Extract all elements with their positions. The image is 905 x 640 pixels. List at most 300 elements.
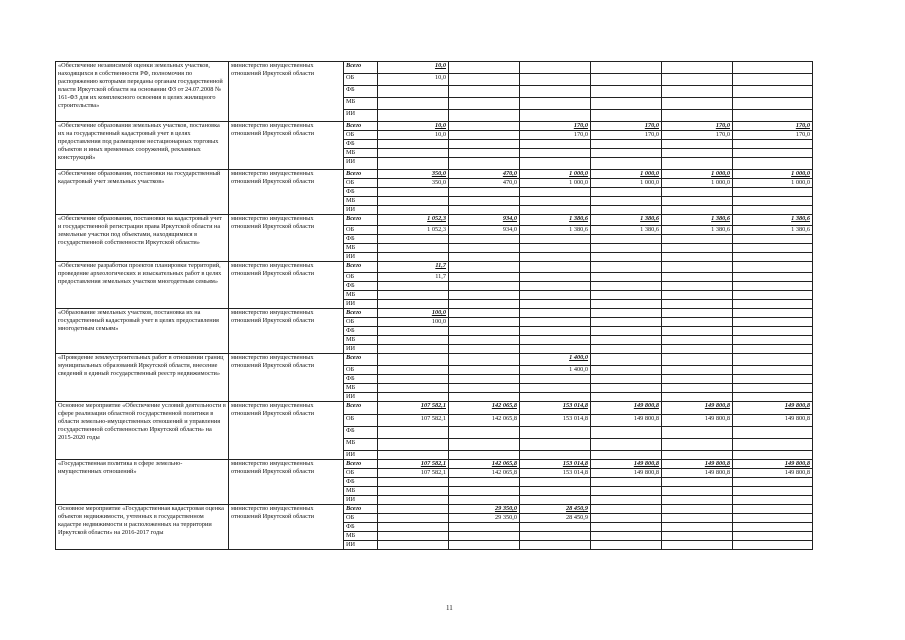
amount-cell (662, 439, 733, 451)
amount-cell (591, 345, 662, 354)
amount-cell (449, 197, 520, 206)
amount-cell (520, 62, 591, 74)
amount-cell (591, 74, 662, 86)
amount-cell (520, 110, 591, 122)
amount-cell: 149 800,8 (662, 402, 733, 415)
amount-cell (449, 244, 520, 253)
amount-cell (662, 366, 733, 375)
amount-cell (378, 354, 449, 366)
amount-cell (378, 291, 449, 300)
amount-cell (378, 384, 449, 393)
funding-source-cell: МБ (344, 439, 378, 451)
amount-cell (520, 384, 591, 393)
amount-cell (662, 505, 733, 514)
amount-cell (733, 354, 813, 366)
table-row (56, 505, 813, 514)
amount-cell (378, 206, 449, 215)
amount-cell: 170,0 (733, 131, 813, 140)
amount-cell (520, 309, 591, 318)
amount-cell: 470,0 (449, 179, 520, 188)
amount-cell (591, 98, 662, 110)
program-activity-cell: «Обеспечение разработки проектов планировки территорий, проведение археологических и изыскательных работ в целях предоставления земельных участков многодетным семьям» (56, 262, 229, 309)
amount-cell (662, 62, 733, 74)
amount-cell: 142 065,8 (449, 402, 520, 415)
funding-source-cell: ОБ (344, 179, 378, 188)
amount-cell (591, 505, 662, 514)
amount-cell: 142 065,8 (449, 460, 520, 469)
amount-cell: 10,0 (378, 122, 449, 131)
amount-cell (449, 131, 520, 140)
amount-cell (378, 478, 449, 487)
executor-cell: министерство имущественных отношений Иркутской области (229, 505, 344, 550)
amount-cell: 153 014,8 (520, 415, 591, 427)
amount-cell (662, 273, 733, 282)
program-activity-cell: «Обеспечение образования земельных участков, постановка их на государственный кадастровый учет в целях предоставления под размещение нестационарных торговых объектов и иных временных сооружений, рекламных конструкций» (56, 122, 229, 170)
amount-cell (591, 158, 662, 170)
funding-source-cell: Всего (344, 460, 378, 469)
amount-cell (591, 523, 662, 532)
amount-cell (378, 336, 449, 345)
table-row (56, 402, 813, 415)
amount-cell (449, 439, 520, 451)
amount-cell (449, 309, 520, 318)
amount-cell: 29 350,0 (449, 514, 520, 523)
amount-cell (378, 197, 449, 206)
amount-cell (733, 375, 813, 384)
amount-cell: 142 065,8 (449, 469, 520, 478)
amount-cell (378, 300, 449, 309)
amount-cell (733, 300, 813, 309)
amount-cell (520, 375, 591, 384)
amount-cell (662, 262, 733, 273)
amount-cell (378, 505, 449, 514)
amount-cell (520, 140, 591, 149)
amount-cell: 170,0 (520, 131, 591, 140)
amount-cell (449, 188, 520, 197)
amount-cell (378, 149, 449, 158)
amount-cell (662, 354, 733, 366)
amount-cell (520, 262, 591, 273)
amount-cell (591, 86, 662, 98)
amount-cell (733, 541, 813, 550)
funding-source-cell: МБ (344, 336, 378, 345)
amount-cell (378, 140, 449, 149)
funding-source-cell: ФБ (344, 282, 378, 291)
amount-cell (378, 451, 449, 460)
amount-cell (520, 291, 591, 300)
amount-cell: 149 800,8 (591, 415, 662, 427)
amount-cell: 153 014,8 (520, 460, 591, 469)
funding-source-cell: МБ (344, 98, 378, 110)
amount-cell (733, 197, 813, 206)
executor-cell: министерство имущественных отношений Иркутской области (229, 170, 344, 215)
amount-cell (449, 74, 520, 86)
amount-cell (449, 375, 520, 384)
funding-source-cell: ИИ (344, 393, 378, 402)
amount-cell (733, 478, 813, 487)
amount-cell (662, 541, 733, 550)
amount-cell (520, 149, 591, 158)
table-row (56, 62, 813, 74)
amount-cell (449, 98, 520, 110)
amount-cell (591, 451, 662, 460)
amount-cell (662, 532, 733, 541)
amount-cell (733, 309, 813, 318)
amount-cell (449, 523, 520, 532)
amount-cell (662, 74, 733, 86)
amount-cell (733, 235, 813, 244)
amount-cell (378, 282, 449, 291)
funding-source-cell: Всего (344, 262, 378, 273)
amount-cell (449, 291, 520, 300)
funding-source-cell: ИИ (344, 110, 378, 122)
amount-cell (449, 393, 520, 402)
amount-cell (733, 262, 813, 273)
program-activity-cell: «Обеспечение независимой оценки земельных участков, находящихся в собственности РФ, полномочия по распоряжению которыми переданы органам государственной власти Иркутской области на основании ФЗ от 24.07.2008 № 161-ФЗ для их комплексного освоения в целях жилищного строительства» (56, 62, 229, 122)
amount-cell (520, 273, 591, 282)
amount-cell (449, 478, 520, 487)
amount-cell (520, 197, 591, 206)
amount-cell (733, 496, 813, 505)
amount-cell (733, 336, 813, 345)
amount-cell (662, 197, 733, 206)
amount-cell (378, 427, 449, 439)
table-row (56, 215, 813, 226)
table-row (56, 262, 813, 273)
amount-cell: 170,0 (733, 122, 813, 131)
amount-cell (449, 496, 520, 505)
amount-cell: 170,0 (520, 122, 591, 131)
funding-source-cell: ФБ (344, 327, 378, 336)
amount-cell (733, 206, 813, 215)
funding-source-cell: МБ (344, 487, 378, 496)
funding-source-cell: ФБ (344, 427, 378, 439)
amount-cell (662, 375, 733, 384)
amount-cell (662, 188, 733, 197)
funding-source-cell: ОБ (344, 415, 378, 427)
amount-cell (591, 235, 662, 244)
program-activity-cell: «Обеспечение образования, постановки на кадастровый учет и государственной регистрации права Иркутской области на земельные участки под объектами, находящимися в государственной собственности Иркутской области» (56, 215, 229, 262)
amount-cell: 149 800,8 (662, 469, 733, 478)
amount-cell (733, 487, 813, 496)
amount-cell (449, 273, 520, 282)
amount-cell (520, 336, 591, 345)
amount-cell (378, 327, 449, 336)
amount-cell: 1 000,0 (662, 170, 733, 179)
amount-cell: 1 380,6 (662, 226, 733, 235)
funding-source-cell: Всего (344, 354, 378, 366)
amount-cell (520, 393, 591, 402)
amount-cell (733, 345, 813, 354)
funding-source-cell: Всего (344, 215, 378, 226)
table-row (56, 460, 813, 469)
amount-cell (662, 98, 733, 110)
amount-cell (378, 375, 449, 384)
funding-source-cell: ОБ (344, 226, 378, 235)
amount-cell (591, 309, 662, 318)
amount-cell: 28 450,9 (520, 505, 591, 514)
amount-cell (591, 478, 662, 487)
amount-cell: 107 582,1 (378, 460, 449, 469)
executor-cell: министерство имущественных отношений Иркутской области (229, 262, 344, 309)
amount-cell (662, 309, 733, 318)
amount-cell (449, 384, 520, 393)
funding-source-cell: МБ (344, 384, 378, 393)
funding-source-cell: ИИ (344, 158, 378, 170)
amount-cell: 100,0 (378, 318, 449, 327)
funding-source-cell: ОБ (344, 273, 378, 282)
amount-cell: 10,0 (378, 74, 449, 86)
amount-cell (520, 345, 591, 354)
amount-cell (378, 496, 449, 505)
amount-cell (449, 206, 520, 215)
amount-cell (449, 345, 520, 354)
table-row (56, 170, 813, 179)
amount-cell: 1 000,0 (733, 179, 813, 188)
amount-cell (378, 514, 449, 523)
amount-cell (733, 98, 813, 110)
amount-cell: 170,0 (662, 131, 733, 140)
page-number: 11 (446, 604, 453, 612)
amount-cell (733, 86, 813, 98)
amount-cell: 1 400,0 (520, 366, 591, 375)
funding-source-cell: МБ (344, 149, 378, 158)
funding-source-cell: Всего (344, 62, 378, 74)
funding-source-cell: Всего (344, 505, 378, 514)
amount-cell: 11,7 (378, 273, 449, 282)
amount-cell (378, 188, 449, 197)
amount-cell (449, 366, 520, 375)
amount-cell (733, 282, 813, 291)
funding-source-cell: ФБ (344, 478, 378, 487)
executor-cell: министерство имущественных отношений Иркутской области (229, 62, 344, 122)
amount-cell: 107 582,1 (378, 415, 449, 427)
amount-cell (733, 393, 813, 402)
executor-cell: министерство имущественных отношений Иркутской области (229, 309, 344, 354)
amount-cell (378, 158, 449, 170)
amount-cell (449, 541, 520, 550)
budget-table-sheet (55, 61, 813, 550)
amount-cell (662, 345, 733, 354)
amount-cell (520, 532, 591, 541)
amount-cell (662, 496, 733, 505)
amount-cell (733, 158, 813, 170)
funding-source-cell: МБ (344, 291, 378, 300)
amount-cell (591, 375, 662, 384)
amount-cell: 153 014,8 (520, 469, 591, 478)
amount-cell (378, 393, 449, 402)
executor-cell: министерство имущественных отношений Иркутской области (229, 215, 344, 262)
amount-cell (591, 384, 662, 393)
amount-cell (662, 235, 733, 244)
amount-cell: 1 380,6 (520, 226, 591, 235)
amount-cell (520, 427, 591, 439)
amount-cell (591, 327, 662, 336)
amount-cell (449, 282, 520, 291)
amount-cell (520, 439, 591, 451)
amount-cell: 1 000,0 (591, 170, 662, 179)
amount-cell: 1 000,0 (520, 179, 591, 188)
amount-cell (449, 354, 520, 366)
amount-cell (733, 74, 813, 86)
amount-cell (449, 110, 520, 122)
amount-cell (591, 318, 662, 327)
amount-cell: 1 380,6 (662, 215, 733, 226)
funding-source-cell: ОБ (344, 469, 378, 478)
funding-source-cell: ФБ (344, 188, 378, 197)
funding-source-cell: ОБ (344, 74, 378, 86)
amount-cell (662, 300, 733, 309)
amount-cell (662, 158, 733, 170)
funding-source-cell: Всего (344, 402, 378, 415)
amount-cell: 149 800,8 (733, 415, 813, 427)
table-row (56, 122, 813, 131)
amount-cell: 1 380,6 (733, 215, 813, 226)
amount-cell: 149 800,8 (662, 460, 733, 469)
amount-cell (733, 253, 813, 262)
amount-cell: 10,0 (378, 131, 449, 140)
amount-cell (591, 336, 662, 345)
amount-cell (449, 427, 520, 439)
funding-source-cell: ФБ (344, 235, 378, 244)
amount-cell: 1 000,0 (733, 170, 813, 179)
amount-cell: 1 400,0 (520, 354, 591, 366)
program-activity-cell: «Проведение землеустроительных работ в отношении границ муниципальных образований Иркутской области, внесение сведений в единый государственный реестр недвижимости» (56, 354, 229, 402)
amount-cell (591, 140, 662, 149)
amount-cell: 470,0 (449, 170, 520, 179)
amount-cell: 1 380,6 (733, 226, 813, 235)
funding-source-cell: Всего (344, 170, 378, 179)
amount-cell (662, 282, 733, 291)
amount-cell: 153 014,8 (520, 402, 591, 415)
executor-cell: министерство имущественных отношений Иркутской области (229, 354, 344, 402)
funding-source-cell: ИИ (344, 253, 378, 262)
amount-cell (662, 140, 733, 149)
amount-cell (449, 300, 520, 309)
amount-cell (591, 197, 662, 206)
amount-cell (733, 149, 813, 158)
amount-cell: 170,0 (662, 122, 733, 131)
amount-cell (449, 140, 520, 149)
amount-cell: 29 350,0 (449, 505, 520, 514)
amount-cell: 350,0 (378, 170, 449, 179)
amount-cell (733, 140, 813, 149)
funding-source-cell: ИИ (344, 496, 378, 505)
amount-cell (591, 300, 662, 309)
executor-cell: министерство имущественных отношений Иркутской области (229, 402, 344, 460)
amount-cell (449, 235, 520, 244)
amount-cell (591, 110, 662, 122)
amount-cell (591, 273, 662, 282)
amount-cell: 149 800,8 (662, 415, 733, 427)
amount-cell (378, 487, 449, 496)
amount-cell: 149 800,8 (733, 402, 813, 415)
program-activity-cell: «Обеспечение образования, постановки на государственный кадастровый учет земельных участков» (56, 170, 229, 215)
amount-cell (591, 541, 662, 550)
amount-cell (449, 158, 520, 170)
amount-cell (520, 235, 591, 244)
funding-source-cell: МБ (344, 244, 378, 253)
amount-cell (662, 427, 733, 439)
amount-cell (520, 74, 591, 86)
amount-cell (520, 541, 591, 550)
amount-cell (591, 253, 662, 262)
funding-source-cell: ОБ (344, 366, 378, 375)
amount-cell (591, 262, 662, 273)
amount-cell (662, 384, 733, 393)
amount-cell (662, 487, 733, 496)
amount-cell (591, 427, 662, 439)
amount-cell: 170,0 (591, 131, 662, 140)
funding-source-cell: ФБ (344, 140, 378, 149)
amount-cell (733, 327, 813, 336)
amount-cell (449, 327, 520, 336)
amount-cell (520, 318, 591, 327)
amount-cell (378, 439, 449, 451)
amount-cell (591, 532, 662, 541)
amount-cell (662, 514, 733, 523)
amount-cell: 1 000,0 (662, 179, 733, 188)
amount-cell (662, 253, 733, 262)
amount-cell (449, 532, 520, 541)
amount-cell (378, 235, 449, 244)
amount-cell: 1 052,3 (378, 226, 449, 235)
amount-cell (520, 300, 591, 309)
funding-source-cell: ИИ (344, 451, 378, 460)
program-activity-cell: «Государственная политика в сфере земельно-имущественных отношений» (56, 460, 229, 505)
amount-cell: 149 800,8 (591, 469, 662, 478)
funding-source-cell: ИИ (344, 206, 378, 215)
program-activity-cell: «Образование земельных участков, постановка их на государственный кадастровый учет в целях предоставления многодетным семьям» (56, 309, 229, 354)
amount-cell (662, 478, 733, 487)
funding-source-cell: ИИ (344, 345, 378, 354)
amount-cell (449, 149, 520, 158)
amount-cell: 149 800,8 (733, 469, 813, 478)
amount-cell: 149 800,8 (733, 460, 813, 469)
amount-cell (662, 523, 733, 532)
amount-cell (733, 110, 813, 122)
funding-source-cell: ФБ (344, 86, 378, 98)
amount-cell (378, 86, 449, 98)
amount-cell (591, 244, 662, 253)
amount-cell (449, 336, 520, 345)
amount-cell (520, 487, 591, 496)
amount-cell: 934,0 (449, 226, 520, 235)
amount-cell (449, 262, 520, 273)
amount-cell (449, 487, 520, 496)
funding-source-cell: ОБ (344, 131, 378, 140)
funding-source-cell: ИИ (344, 300, 378, 309)
amount-cell (662, 451, 733, 460)
amount-cell (662, 336, 733, 345)
funding-source-cell: ОБ (344, 514, 378, 523)
amount-cell: 170,0 (591, 122, 662, 131)
funding-source-cell: ОБ (344, 318, 378, 327)
amount-cell (733, 366, 813, 375)
amount-cell (449, 253, 520, 262)
funding-source-cell: ФБ (344, 375, 378, 384)
amount-cell: 1 000,0 (520, 170, 591, 179)
amount-cell (591, 487, 662, 496)
amount-cell (662, 291, 733, 300)
amount-cell (733, 451, 813, 460)
amount-cell (591, 291, 662, 300)
amount-cell (520, 451, 591, 460)
amount-cell: 107 582,1 (378, 402, 449, 415)
amount-cell (520, 496, 591, 505)
amount-cell: 28 450,9 (520, 514, 591, 523)
table-row (56, 354, 813, 366)
